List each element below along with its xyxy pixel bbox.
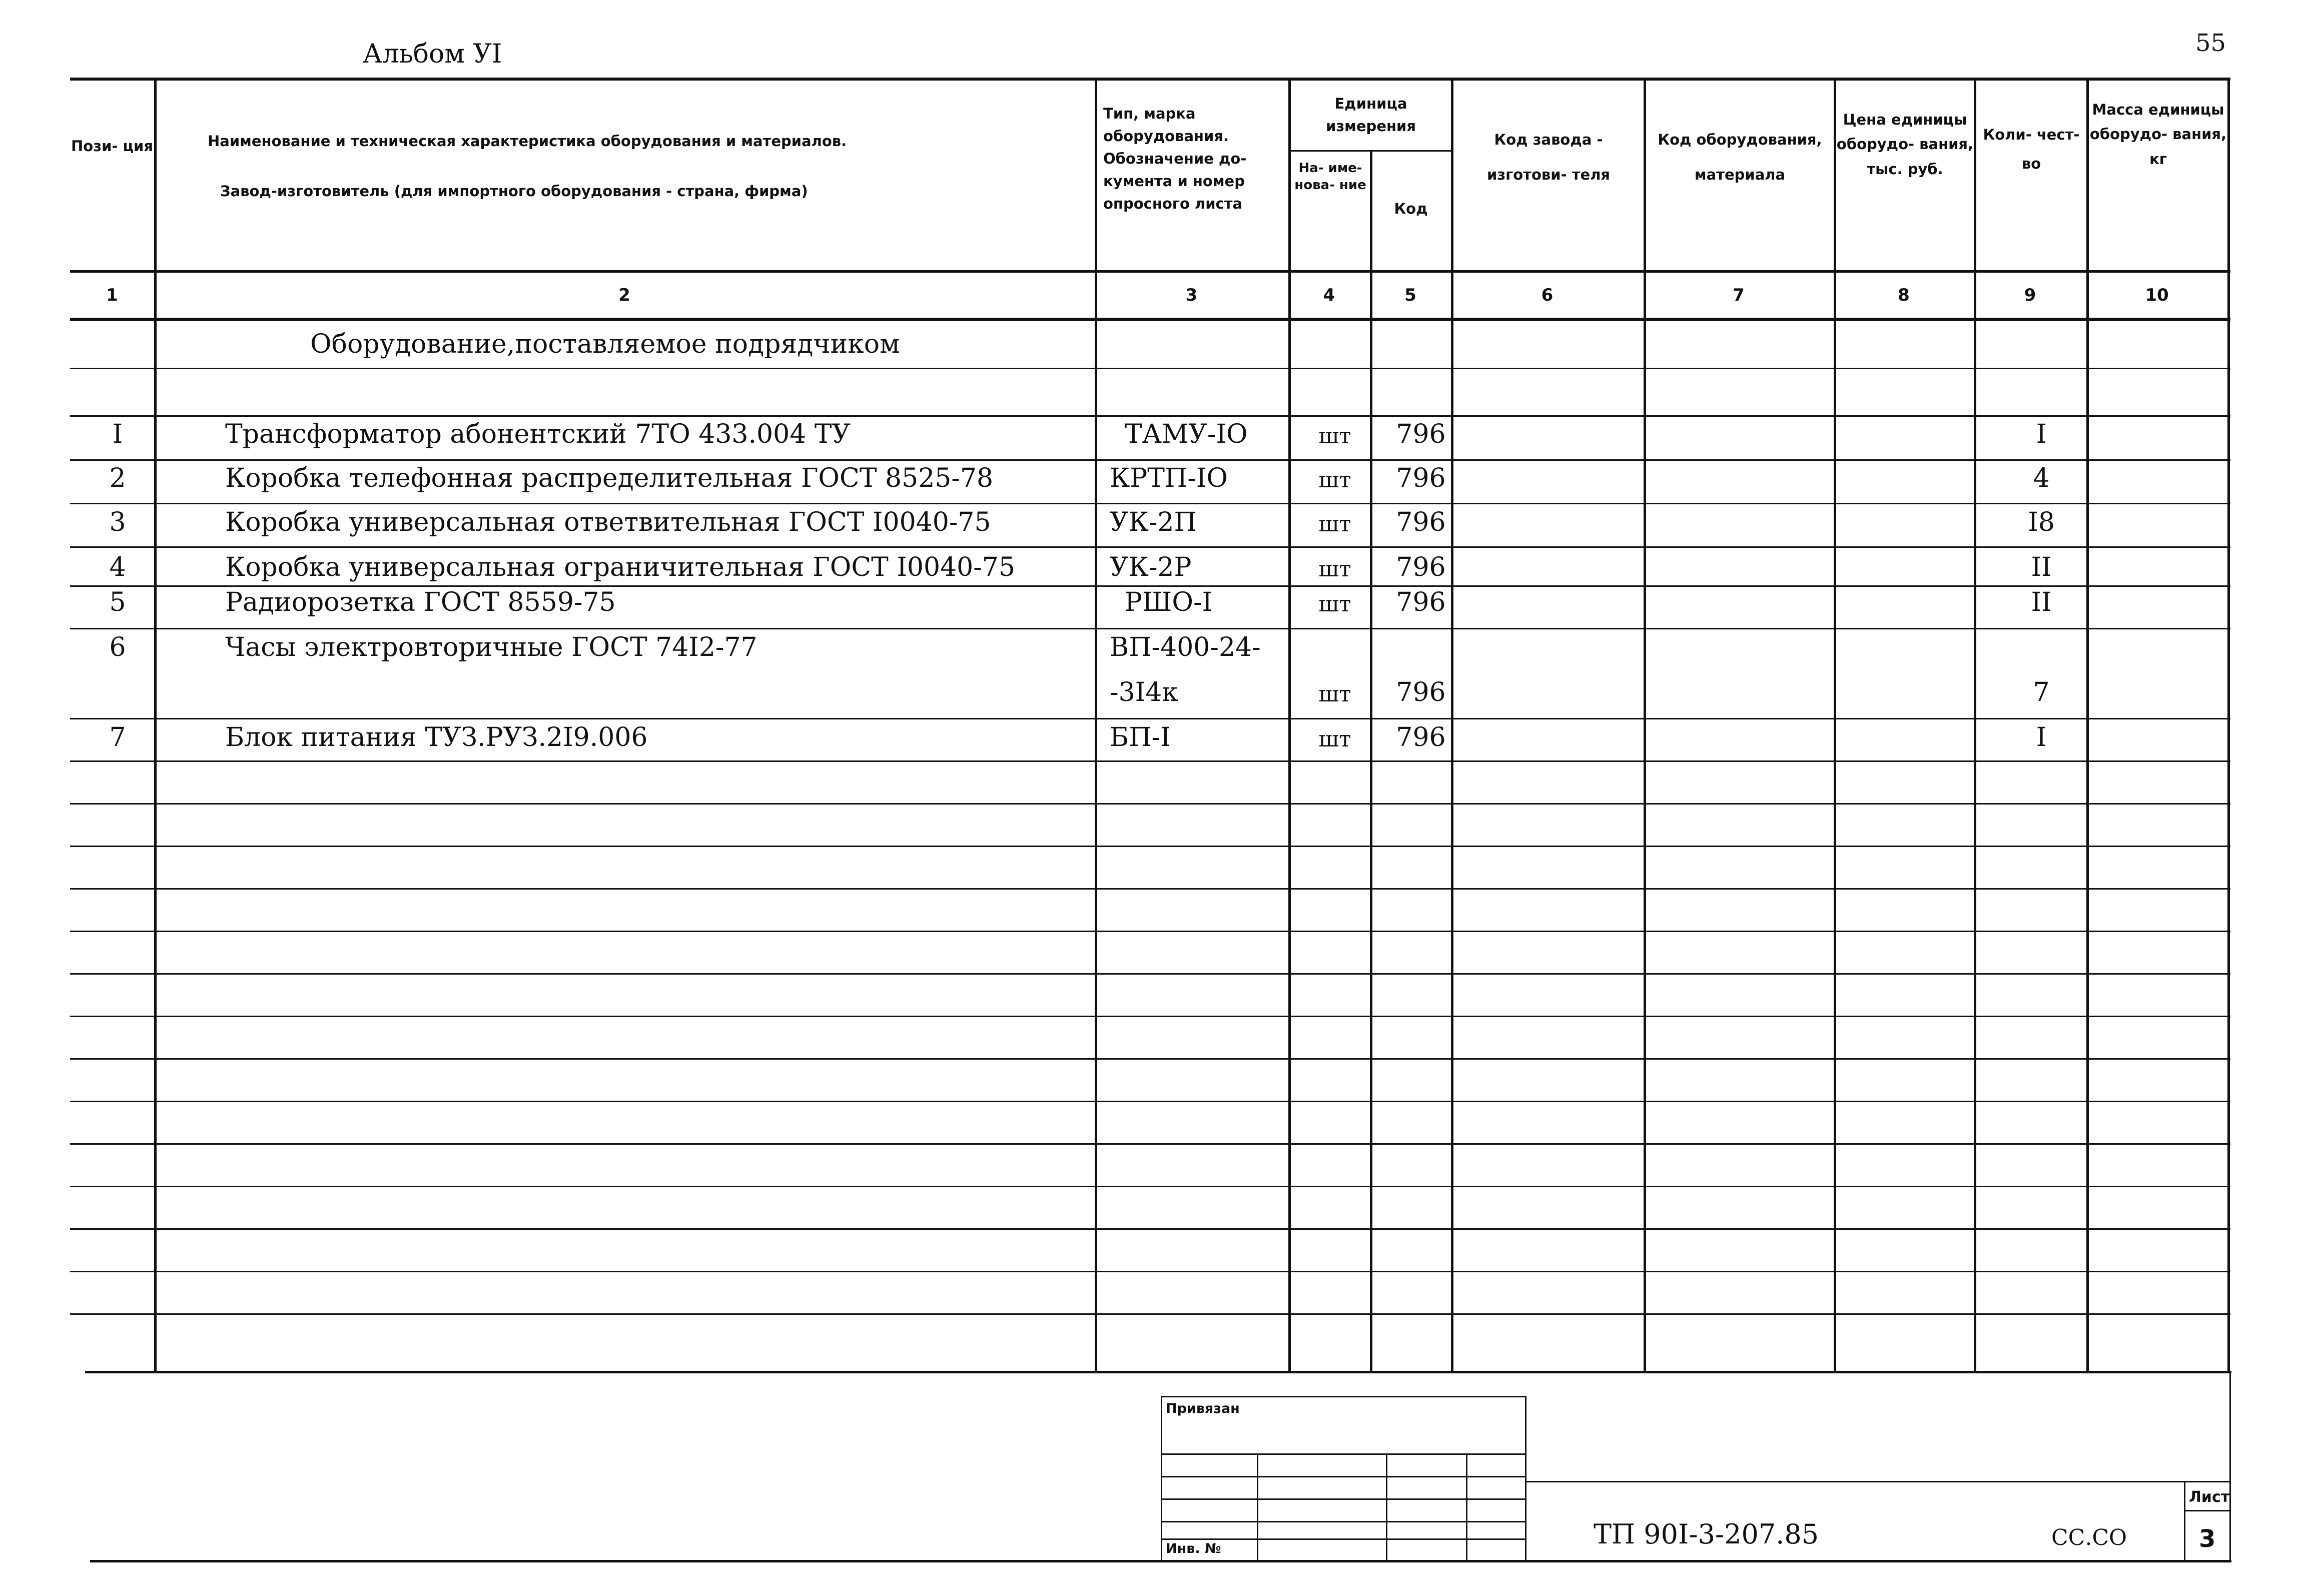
header-unit-name: На- име- нова- ние <box>1294 161 1366 193</box>
column-number: 9 <box>2024 285 2036 305</box>
column-number: 10 <box>2145 285 2169 305</box>
row-position: 7 <box>109 722 126 752</box>
column-number: 7 <box>1733 285 1745 305</box>
column-number: 8 <box>1898 285 1910 305</box>
row-type: КРТП-IO <box>1110 463 1228 493</box>
row-unit: шт <box>1318 423 1351 449</box>
row-unit: шт <box>1318 556 1351 582</box>
header-mass: Масса единицы оборудо- вания, кг <box>2089 101 2227 168</box>
header-unit-code: Код <box>1394 200 1428 217</box>
row-quantity: 7 <box>2033 677 2050 707</box>
row-name: Трансформатор абонентский 7ТО 433.004 ТУ <box>225 419 851 449</box>
row-name: Коробка универсальная ответвительная ГОСТ I0040-75 <box>225 507 991 537</box>
header-quantity: Коли- чест- во <box>1983 126 2080 172</box>
column-number: 4 <box>1323 285 1335 305</box>
stamp-inv-number: Инв. № <box>1166 1541 1221 1556</box>
column-number: 1 <box>106 285 118 305</box>
row-position: 6 <box>109 632 126 662</box>
row-quantity: I8 <box>2028 507 2055 537</box>
document-suffix: СС.СО <box>2051 1525 2127 1550</box>
row-unit-code: 796 <box>1396 419 1446 449</box>
row-quantity: I <box>2036 722 2047 752</box>
row-type: УК-2П <box>1110 507 1197 537</box>
row-position: 5 <box>109 587 126 617</box>
row-position: I <box>112 419 123 449</box>
header-position: Пози- ция <box>71 138 153 155</box>
sheet-number: 3 <box>2199 1525 2216 1553</box>
row-unit: шт <box>1318 726 1351 752</box>
row-position: 3 <box>109 507 126 537</box>
row-unit-code: 796 <box>1396 463 1446 493</box>
column-number: 3 <box>1185 285 1198 305</box>
row-type: РШО-I <box>1125 587 1213 617</box>
row-name: Блок питания ТУЗ.РУЗ.2I9.006 <box>225 722 648 752</box>
row-quantity: 4 <box>2033 463 2050 493</box>
row-name: Часы электровторичные ГОСТ 74I2-77 <box>225 632 757 662</box>
row-quantity: II <box>2031 587 2052 617</box>
row-unit: шт <box>1318 467 1351 493</box>
row-unit-code: 796 <box>1396 587 1446 617</box>
row-unit: шт <box>1318 681 1351 707</box>
header-factory-code: Код завода - изготови- теля <box>1486 131 1611 183</box>
sheet-label: Лист <box>2189 1488 2230 1506</box>
header-price: Цена единицы оборудо- вания, тыс. руб. <box>1836 111 1974 178</box>
document-code: ТП 90I-3-207.85 <box>1594 1518 1819 1550</box>
column-number: 2 <box>618 285 630 305</box>
section-title: Оборудование,поставляемое подрядчиком <box>310 329 900 359</box>
row-quantity: II <box>2031 552 2052 582</box>
row-type: ТАМУ-IO <box>1125 419 1248 449</box>
header-type: Тип, марка оборудования. Обозначение до- кумента и номер опросного листа <box>1103 105 1247 212</box>
row-position: 2 <box>109 463 126 493</box>
row-name: Коробка телефонная распределительная ГОСТ 8525-78 <box>225 463 994 493</box>
row-unit: шт <box>1318 511 1351 537</box>
column-number: 5 <box>1404 285 1416 305</box>
row-unit-code: 796 <box>1396 677 1446 707</box>
row-unit-code: 796 <box>1396 507 1446 537</box>
row-unit: шт <box>1318 591 1351 617</box>
row-position: 4 <box>109 552 126 582</box>
row-unit-code: 796 <box>1396 552 1446 582</box>
row-type: ВП-400-24- <box>1110 632 1261 662</box>
row-type: БП-I <box>1110 722 1171 752</box>
album-label: Альбом УI <box>363 39 502 69</box>
header-unit: Единица измерения <box>1326 95 1416 135</box>
page-corner-number: 55 <box>2195 29 2226 57</box>
column-number: 6 <box>1541 285 1554 305</box>
row-name: Коробка универсальная ограничительная ГОСТ I0040-75 <box>225 552 1015 582</box>
row-type: -3I4к <box>1110 677 1178 707</box>
header-equipment-code: Код оборудования, материала <box>1658 131 1822 183</box>
row-name: Радиорозетка ГОСТ 8559-75 <box>225 587 616 617</box>
header-name-line1: Наименование и техническая характеристика оборудования и материалов. <box>208 133 847 150</box>
row-type: УК-2Р <box>1110 552 1192 582</box>
row-quantity: I <box>2036 419 2047 449</box>
row-unit-code: 796 <box>1396 722 1446 752</box>
header-name-line2: Завод-изготовитель (для импортного оборудования - страна, фирма) <box>220 183 808 200</box>
stamp-privyazan: Привязан <box>1166 1401 1240 1416</box>
